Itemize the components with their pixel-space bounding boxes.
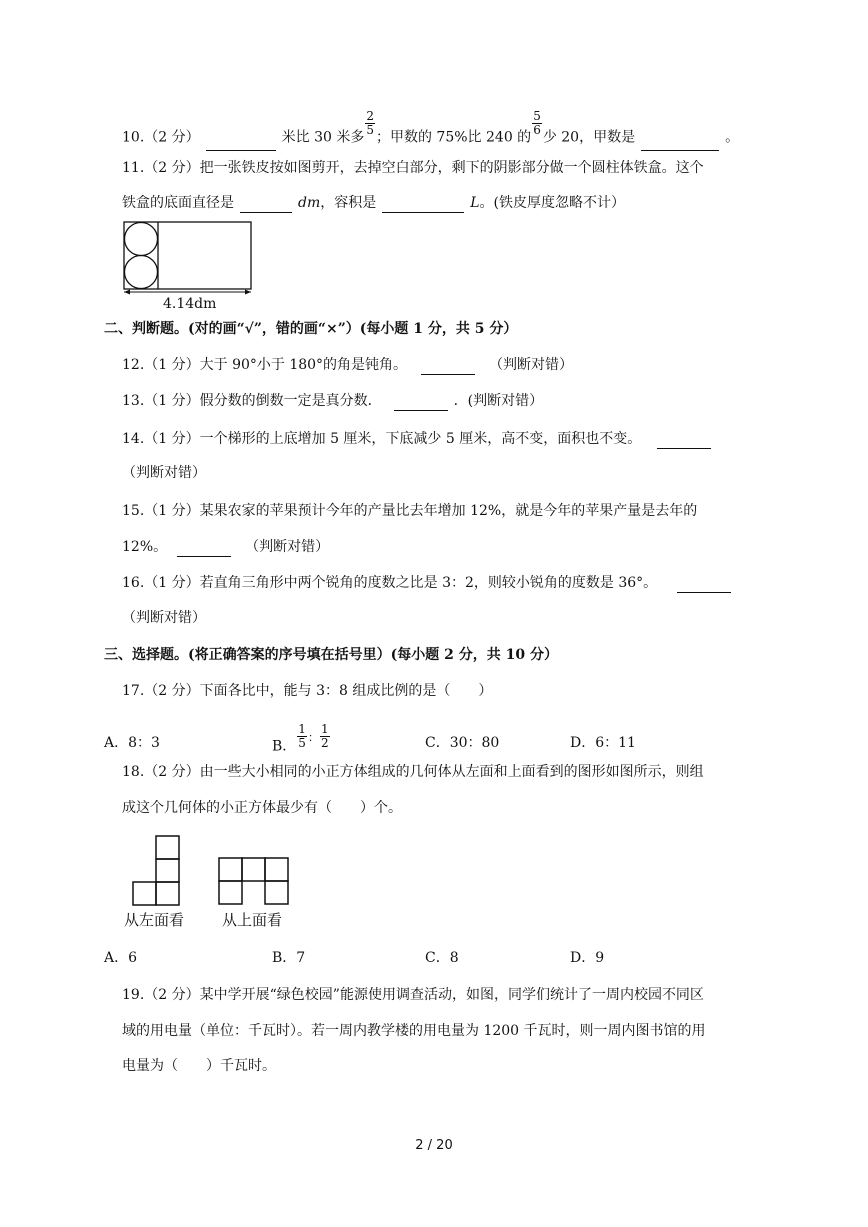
question-11-line1: 11.（2 分）把一张铁皮按如图剪开，去掉空白部分，剩下的阴影部分做一个圆柱体铁盒。这个 — [122, 160, 704, 176]
fraction: $\frac{2}{5}$ — [366, 109, 374, 137]
question-10: 10.（2 分） 米比 30 米多 $\frac{2}{5}$ ；甲数的 75%比 240 的 $\frac{5}{6}$ 少 20，甲数是 。 — [122, 124, 739, 151]
question-15: 15.（1 分）某果农家的苹果预计今年的产量比去年增加 12%，就是今年的苹果产量是去年的 — [122, 503, 698, 519]
option-c[interactable]: C．30：80 — [425, 735, 500, 751]
fraction: $\frac{5}{6}$ — [533, 109, 541, 137]
question-16: 16.（1 分）若直角三角形中两个锐角的度数之比是 3：2，则较小锐角的度数是 36°。 — [122, 573, 737, 593]
option-b[interactable]: B．7 — [272, 950, 306, 966]
question-score: （2 分） — [144, 160, 200, 176]
question-16-tail: （判断对错） — [122, 610, 206, 626]
answer-blank[interactable] — [240, 196, 292, 213]
question-14-tail: （判断对错） — [122, 465, 206, 481]
question-17: 17.（2 分）下面各比中，能与 3：8 组成比例的是（ ） — [122, 683, 493, 699]
bottom-circle — [125, 256, 158, 289]
section-2-heading: 二、判断题。(对的画“√”，错的画“×”）(每小题 1 分，共 5 分） — [104, 321, 518, 337]
left-view-figure — [132, 834, 184, 906]
question-19-line2: 域的用电量（单位：千瓦时）。若一周内教学楼的用电量为 1200 千瓦时，则一周内图书馆的用 — [122, 1023, 706, 1039]
option-c[interactable]: C．8 — [425, 950, 459, 966]
question-11-line2: 铁盒的底面直径是 dm，容积是 L。(铁皮厚度忽略不计） — [122, 195, 626, 211]
question-18-line2: 成这个几何体的小正方体最少有（ ）个。 — [122, 800, 402, 816]
top-view-figure — [217, 856, 291, 906]
option-b[interactable]: B． $\frac{1}{5}$ ： $\frac{1}{2}$ — [272, 722, 329, 755]
answer-blank[interactable] — [177, 540, 231, 557]
question-19: 19.（2 分）某中学开展“绿色校园”能源使用调查活动，如图，同学们统计了一周内校园不同区 — [122, 987, 704, 1003]
top-view-label: 从上面看 — [222, 911, 283, 929]
question-13: 13.（1 分）假分数的倒数一定是真分数． ．(判断对错） — [122, 393, 544, 409]
question-14: 14.（1 分）一个梯形的上底增加 5 厘米，下底减少 5 厘米，高不变，面积也不变。 — [122, 429, 717, 449]
tin-sheet-figure — [118, 218, 258, 298]
answer-blank[interactable] — [421, 358, 475, 375]
question-number: 10. — [122, 129, 145, 146]
answer-blank[interactable] — [206, 134, 276, 151]
page-number: 2 / 20 — [415, 1138, 453, 1153]
answer-blank[interactable] — [641, 134, 719, 151]
option-a[interactable]: A．6 — [104, 950, 138, 966]
section-3-heading: 三、选择题。(将正确答案的序号填在括号里）(每小题 2 分，共 10 分） — [104, 647, 558, 663]
question-score: （2 分） — [144, 129, 200, 146]
dimension-arrow-left — [124, 290, 130, 295]
option-d[interactable]: D．9 — [570, 950, 605, 966]
dimension-arrow-right — [245, 290, 251, 295]
fraction: $\frac{1}{2}$ — [320, 722, 329, 750]
fraction: $\frac{1}{5}$ — [298, 722, 306, 750]
question-18: 18.（2 分）由一些大小相同的小正方体组成的几何体从左面和上面看到的图形如图所示，则组 — [122, 764, 704, 780]
left-view-label: 从左面看 — [124, 911, 185, 929]
question-12: 12.（1 分）大于 90°小于 180°的角是钝角。 （判断对错） — [122, 357, 574, 373]
top-circle — [125, 223, 158, 256]
answer-blank[interactable] — [677, 576, 731, 593]
dimension-label: 4.14dm — [163, 296, 217, 312]
question-number: 11. — [122, 160, 145, 176]
answer-blank[interactable] — [657, 432, 711, 449]
option-d[interactable]: D．6：11 — [570, 735, 636, 751]
question-15-line2: 12%。 （判断对错） — [122, 539, 330, 555]
answer-blank[interactable] — [394, 394, 448, 411]
answer-blank[interactable] — [382, 196, 464, 213]
option-a[interactable]: A．8：3 — [104, 735, 160, 751]
question-19-line3: 电量为（ ）千瓦时。 — [122, 1058, 276, 1074]
